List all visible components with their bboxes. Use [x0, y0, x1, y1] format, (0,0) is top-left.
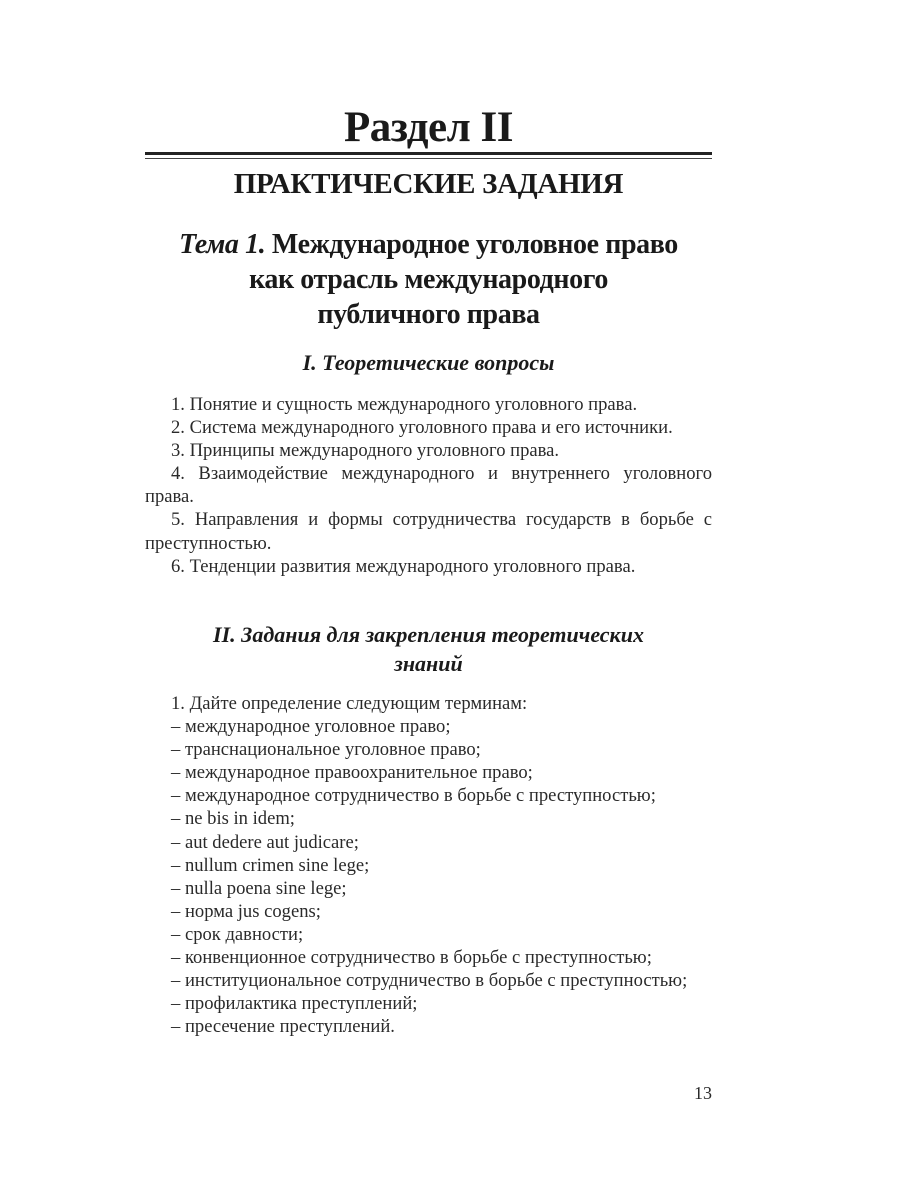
- term-item: – nulla poena sine lege;: [171, 877, 347, 899]
- terms-list: [145, 692, 712, 1038]
- theory-question: 4. Взаимодействие международного и внутреннего уголовного права.: [145, 463, 712, 508]
- term-item: – nullum crimen sine lege;: [171, 854, 370, 876]
- topic-heading: [145, 227, 712, 332]
- term-item: – пресечение преступлений.: [171, 1016, 395, 1038]
- term-item: – конвенционное сотрудничество в борьбе с преступностью;: [171, 947, 652, 969]
- term-item: – норма jus cogens;: [171, 900, 321, 922]
- theory-question: 2. Система международного уголовного права и его источники.: [171, 417, 673, 439]
- task-intro: 1. Дайте определение следующим терминам:: [171, 693, 528, 714]
- tasks-heading-line-1: II. Задания для закрепления теоретических: [213, 622, 644, 647]
- title-rule-thin: [145, 158, 712, 159]
- topic-title-part-1: Международное уголовное право: [265, 229, 678, 260]
- page-number: 13: [694, 1083, 712, 1103]
- topic-line-2: как отрасль международного: [249, 264, 608, 295]
- tasks-heading-line-2: знаний: [394, 651, 463, 676]
- term-item: – aut dedere aut judicare;: [171, 831, 359, 853]
- theory-question: 3. Принципы международного уголовного права.: [171, 440, 560, 462]
- tasks-heading: [145, 620, 712, 678]
- topic-line-3: публичного права: [317, 299, 540, 330]
- theory-heading: I. Теоретические вопросы: [302, 350, 555, 375]
- topic-label: Тема 1.: [179, 229, 266, 260]
- theory-question: 1. Понятие и сущность международного уголовного права.: [171, 394, 638, 415]
- book-page: [145, 0, 712, 1200]
- section-title: Раздел II: [344, 104, 513, 151]
- term-item: – институциональное сотрудничество в борьбе с преступностью;: [171, 970, 688, 992]
- theory-question: 6. Тенденции развития международного уголовного права.: [171, 555, 636, 577]
- term-item: – профилактика преступлений;: [171, 993, 418, 1015]
- term-item: – ne bis in idem;: [171, 808, 295, 830]
- term-item: – срок давности;: [171, 923, 304, 945]
- title-rule-thick: [145, 152, 712, 155]
- theory-questions-list: [145, 393, 712, 578]
- topic-line-1: [145, 227, 712, 262]
- theory-question: 5. Направления и формы сотрудничества государств в борьбе с преступностью.: [145, 509, 712, 554]
- term-item: – международное сотрудничество в борьбе с преступностью;: [171, 785, 656, 807]
- section-subtitle: ПРАКТИЧЕСКИЕ ЗАДАНИЯ: [233, 168, 624, 200]
- term-item: – международное правоохранительное право;: [171, 762, 533, 784]
- term-item: – транснациональное уголовное право;: [171, 739, 481, 761]
- term-item: – международное уголовное право;: [171, 716, 451, 738]
